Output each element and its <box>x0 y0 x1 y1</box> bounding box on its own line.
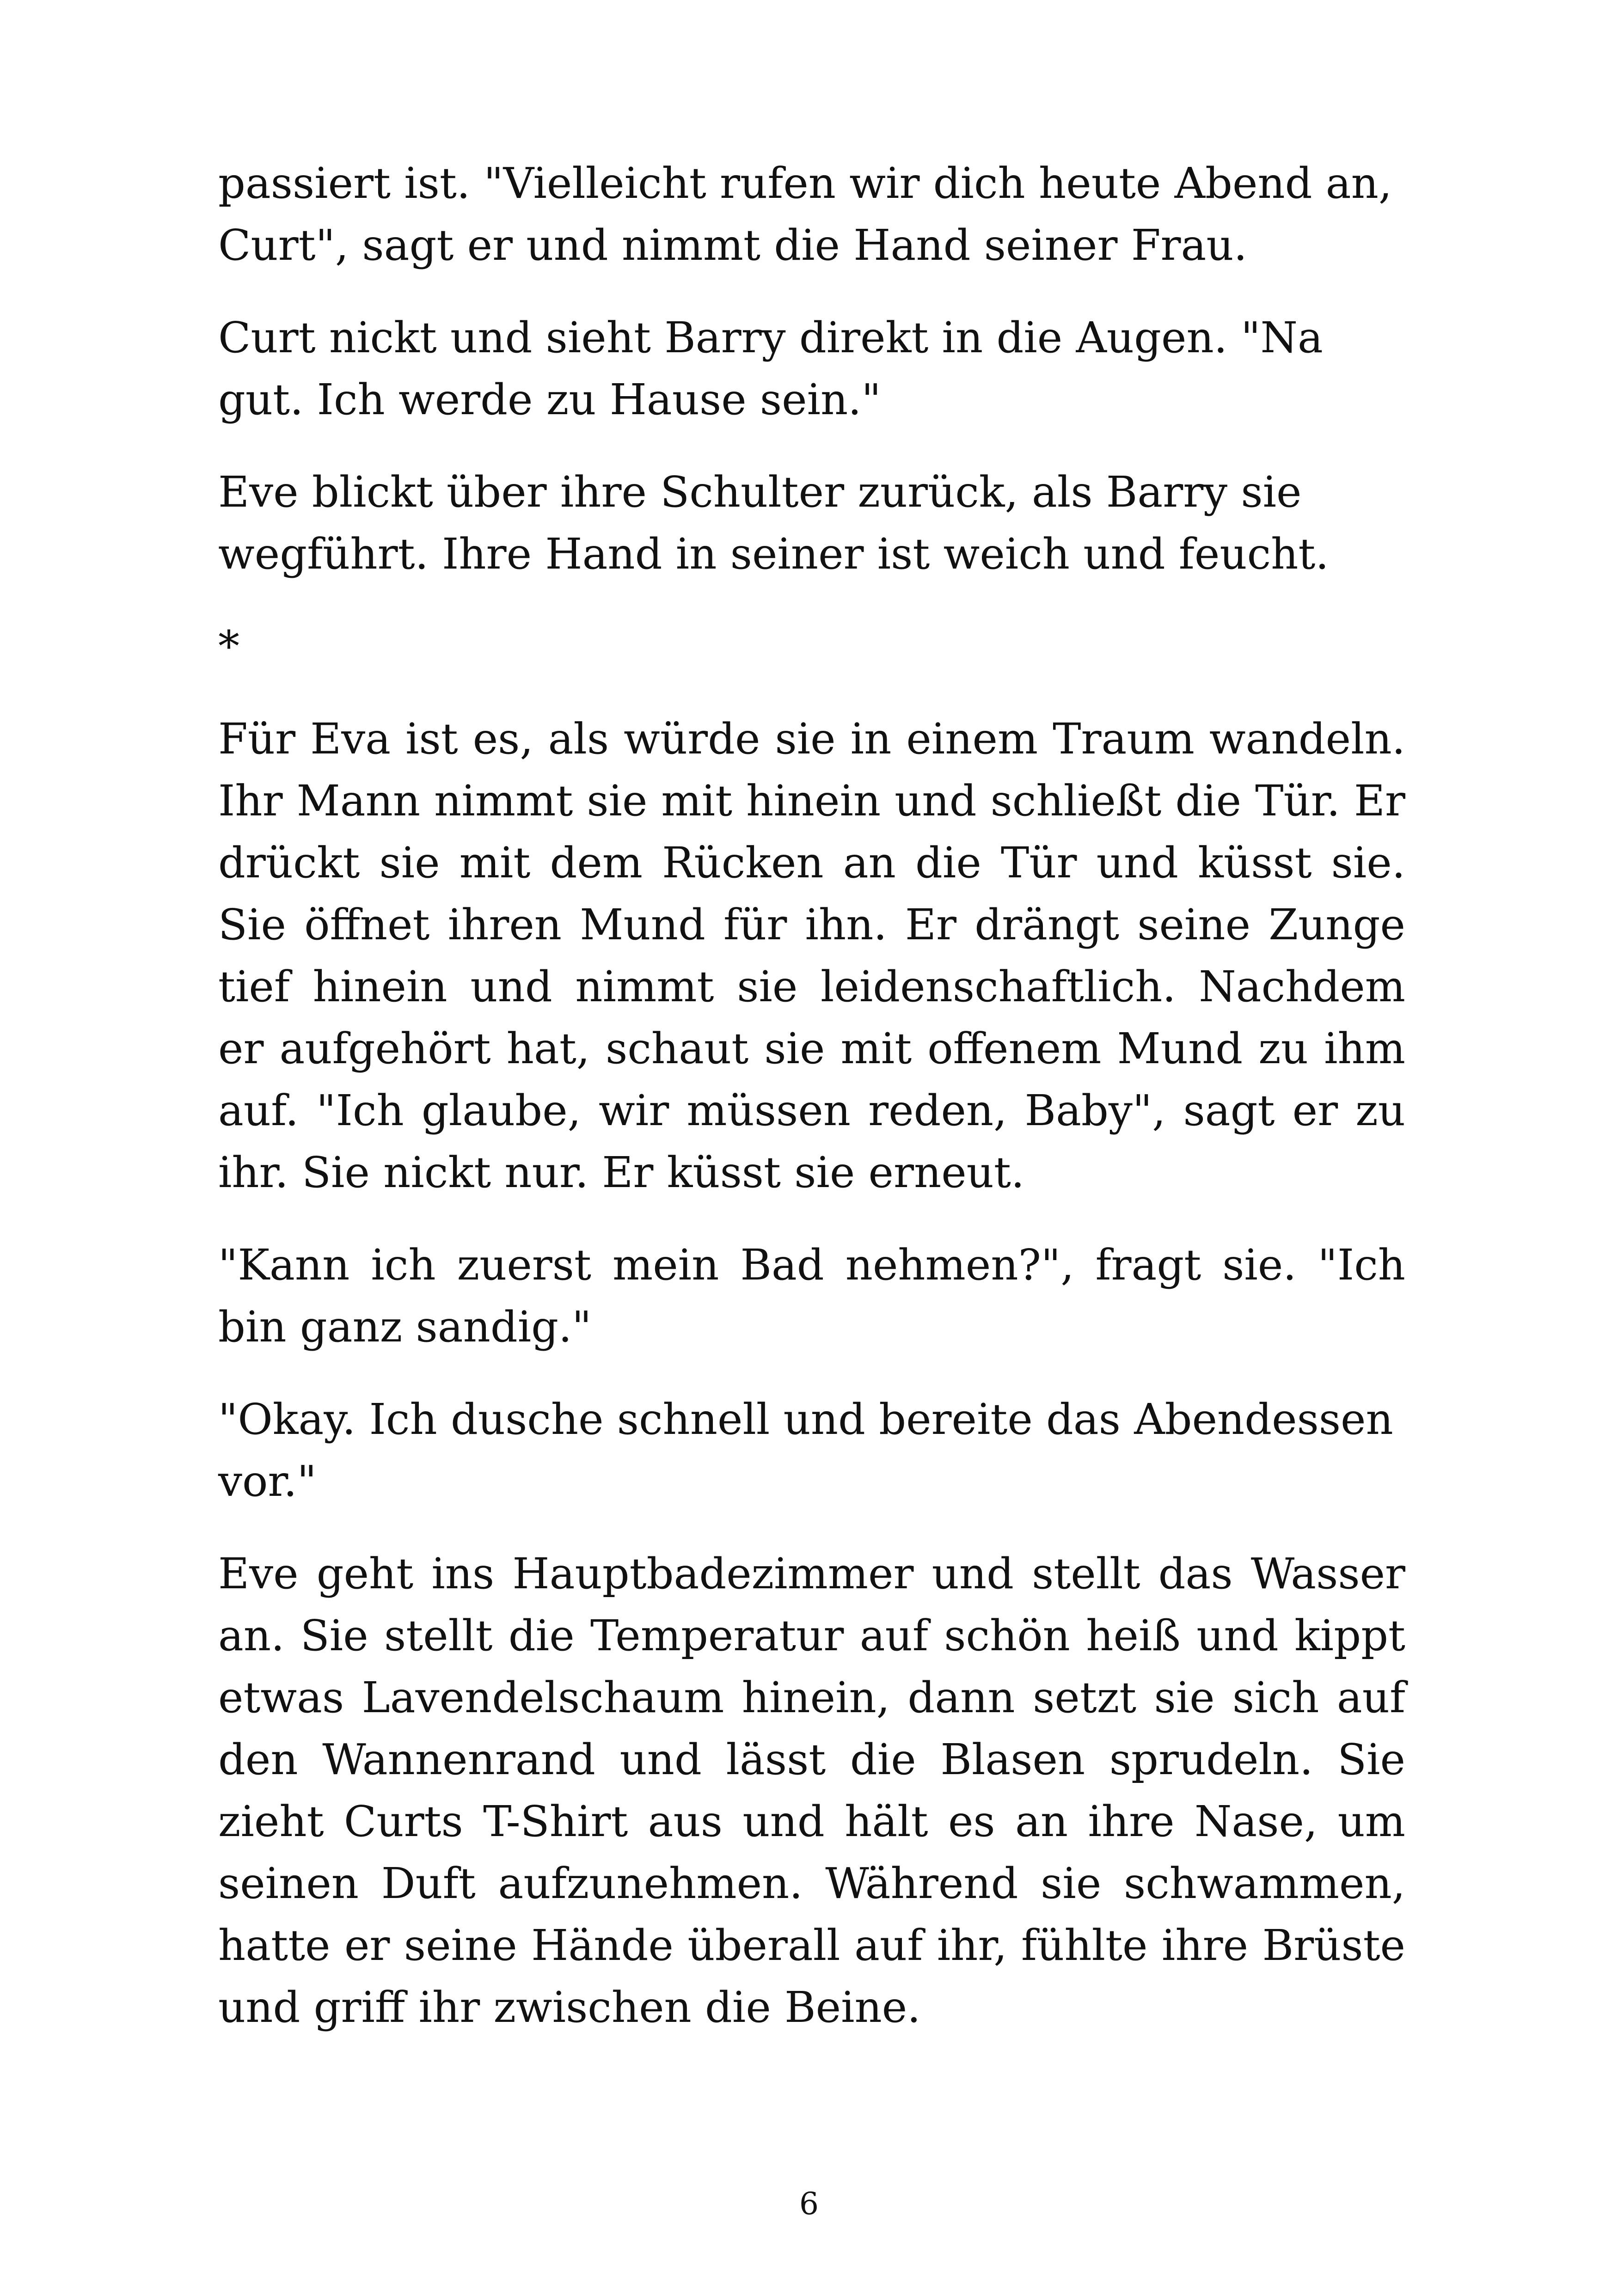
body-text <box>218 153 1405 2069</box>
paragraph: "Okay. Ich dusche schnell und bereite das Abendessen vor." <box>218 1395 1393 1506</box>
paragraph: Eve geht ins Hauptbadezimmer und stellt das Wasser an. Sie stellt die Temperatur auf schön heiß und kippt etwas Lavendelschaum hinein, dann setzt sie sich auf den Wannenrand und lässt die Blasen sprudeln. Sie zieht Curts T-Shirt aus und hält es an ihre Nase, um seinen Duft aufzunehmen. Während sie schwammen, hatte er seine Hände überall auf ihr, fühlte ihre Brüste und griff ihr zwischen die Beine. <box>218 1549 1405 2032</box>
scene-break: * <box>218 622 239 671</box>
paragraph: Curt nickt und sieht Barry direkt in die Augen. "Na gut. Ich werde zu Hause sein." <box>218 313 1323 424</box>
page-number: 6 <box>799 2186 819 2222</box>
paragraph: passiert ist. "Vielleicht rufen wir dich heute Abend an, Curt", sagt er und nimmt die Hand seiner Frau. <box>218 159 1392 270</box>
paragraph: Für Eva ist es, als würde sie in einem Traum wandeln. Ihr Mann nimmt sie mit hinein und schließt die Tür. Er drückt sie mit dem Rücken an die Tür und küsst sie. Sie öffnet ihren Mund für ihn. Er drängt seine Zunge tief hinein und nimmt sie leidenschaftlich. Nachdem er aufgehört hat, schaut sie mit offenem Mund zu ihm auf. "Ich glaube, wir müssen reden, Baby", sagt er zu ihr. Sie nickt nur. Er küsst sie erneut. <box>218 714 1405 1197</box>
paragraph: Eve blickt über ihre Schulter zurück, als Barry sie wegführt. Ihre Hand in seiner ist weich und feucht. <box>218 467 1329 579</box>
paragraph: "Kann ich zuerst mein Bad nehmen?", fragt sie. "Ich bin ganz sandig." <box>218 1240 1405 1352</box>
